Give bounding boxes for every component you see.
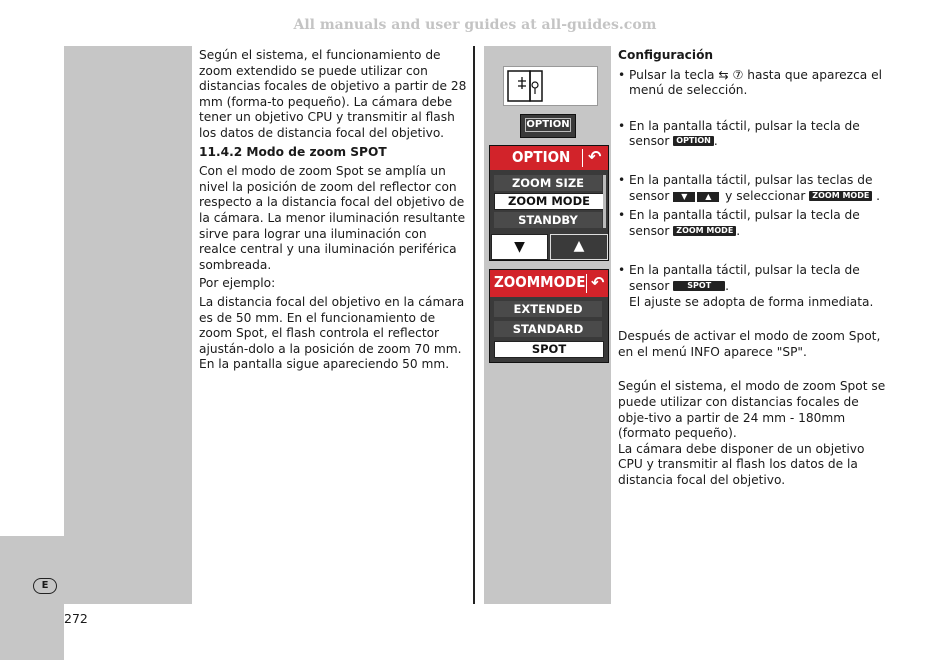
- page-number: 272: [64, 611, 88, 626]
- step-1: • Pulsar la tecla ⇆ ⑦ hasta que aparezca el menú de selección.: [618, 68, 888, 99]
- step-4-text: En la pantalla táctil, pulsar la tecla de sensor: [629, 208, 860, 238]
- column-divider: [473, 46, 475, 604]
- spot-description: Con el modo de zoom Spot se amplía un nivel la posición de zoom del reflector con respecto a la distancia focal del objetivo de la cámara. La menor iluminación resultante sirve para lograr una iluminación con realce central y una iluminación periférica sombreada.: [199, 164, 466, 272]
- zoom-mode-chip: ZOOM MODE: [673, 226, 736, 236]
- menu-item-zoom-mode[interactable]: ZOOM MODE: [494, 193, 604, 210]
- cpu-requirement-paragraph: La cámara debe disponer de un objetivo CPU y transmitir al flash los datos de la distancia focal del objetivo.: [618, 441, 865, 487]
- menu-item-standard[interactable]: STANDARD: [494, 321, 602, 337]
- section-heading: 11.4.2 Modo de zoom SPOT: [199, 144, 387, 159]
- option-menu-screen: [489, 145, 609, 261]
- info-menu-paragraph: Después de activar el modo de zoom Spot, en el menú INFO aparece "SP".: [618, 329, 881, 359]
- back-icon[interactable]: ↶: [588, 147, 602, 166]
- language-badge: E: [33, 578, 57, 594]
- example-paragraph: La distancia focal del objetivo en la cámara es de 50 mm. En el funcionamiento de zoom Spot, el flash controla el reflector ajustán-dolo a la posición de zoom 70 mm.: [199, 294, 465, 356]
- zoommode-screen-title: ZOOMMODE: [494, 273, 586, 291]
- step-5: • En la pantalla táctil, pulsar la tecla de sensor SPOT . El ajuste se adopta de forma inmediata.: [618, 263, 888, 310]
- step-3-text-b: y seleccionar: [725, 188, 806, 203]
- option-button-illustration: [520, 114, 576, 138]
- option-button-label: OPTION: [526, 119, 570, 130]
- left-margin-band: [64, 46, 192, 604]
- up-arrow-button[interactable]: ▲: [550, 234, 608, 260]
- scrollbar[interactable]: [603, 175, 606, 228]
- zoom-mode-chip: ZOOM MODE: [809, 191, 872, 201]
- option-screen-title: OPTION: [512, 148, 571, 166]
- step-3-text-a: En la pantalla táctil, pulsar las teclas de sensor: [629, 172, 873, 203]
- menu-item-spot[interactable]: SPOT: [494, 341, 604, 358]
- up-arrow-icon: ▲: [697, 192, 719, 202]
- step-5-text: En la pantalla táctil, pulsar la tecla de sensor: [629, 263, 860, 293]
- step-3: • En la pantalla táctil, pulsar las teclas de sensor ▼ ▲ y seleccionar ZOOM MODE .: [618, 173, 888, 204]
- down-arrow-icon: ▼: [673, 192, 695, 202]
- option-screen-header: [490, 146, 608, 170]
- flash-button-icon: [504, 67, 597, 105]
- step-2: • En la pantalla táctil, pulsar la tecla de sensor OPTION .: [618, 119, 888, 150]
- right-text-column: [618, 48, 888, 488]
- flash-device-illustration: [503, 66, 598, 106]
- configuration-heading: Configuración: [618, 48, 714, 62]
- intro-paragraph: Según el sistema, el funcionamiento de zoom extendido se puede utilizar con distancias focales de objetivo a partir de 28 mm (forma-to pequeño). La cámara debe tener un objetivo CPU y transmitir al flash los datos de distancia focal del objetivo.: [199, 48, 467, 140]
- option-chip: OPTION: [673, 136, 714, 146]
- example-display-note: En la pantalla sigue apareciendo 50 mm.: [199, 357, 450, 372]
- example-label: Por ejemplo:: [199, 276, 276, 291]
- spot-chip: SPOT: [673, 281, 725, 291]
- spot-range-paragraph: Según el sistema, el modo de zoom Spot se puede utilizar con distancias focales de obje-tivo a partir de 24 mm - 180mm (formato pequeño).: [618, 379, 886, 441]
- watermark: All manuals and user guides at all-guides.com: [293, 17, 657, 33]
- menu-item-standby[interactable]: STANDBY: [494, 212, 602, 228]
- menu-item-zoom-size[interactable]: ZOOM SIZE: [494, 175, 602, 191]
- left-margin-band-lower: [0, 536, 64, 660]
- down-arrow-button[interactable]: ▼: [491, 234, 548, 260]
- step-2-text: En la pantalla táctil, pulsar la tecla de sensor: [629, 118, 860, 149]
- zoommode-menu-screen: [489, 269, 609, 363]
- left-text-column: [199, 48, 467, 376]
- step-5-note: El ajuste se adopta de forma inmediata.: [629, 294, 874, 309]
- step-4: • En la pantalla táctil, pulsar la tecla de sensor ZOOM MODE .: [618, 208, 888, 239]
- menu-item-extended[interactable]: EXTENDED: [494, 301, 602, 317]
- zoommode-screen-header: [490, 270, 608, 297]
- back-icon[interactable]: ↶: [591, 273, 605, 292]
